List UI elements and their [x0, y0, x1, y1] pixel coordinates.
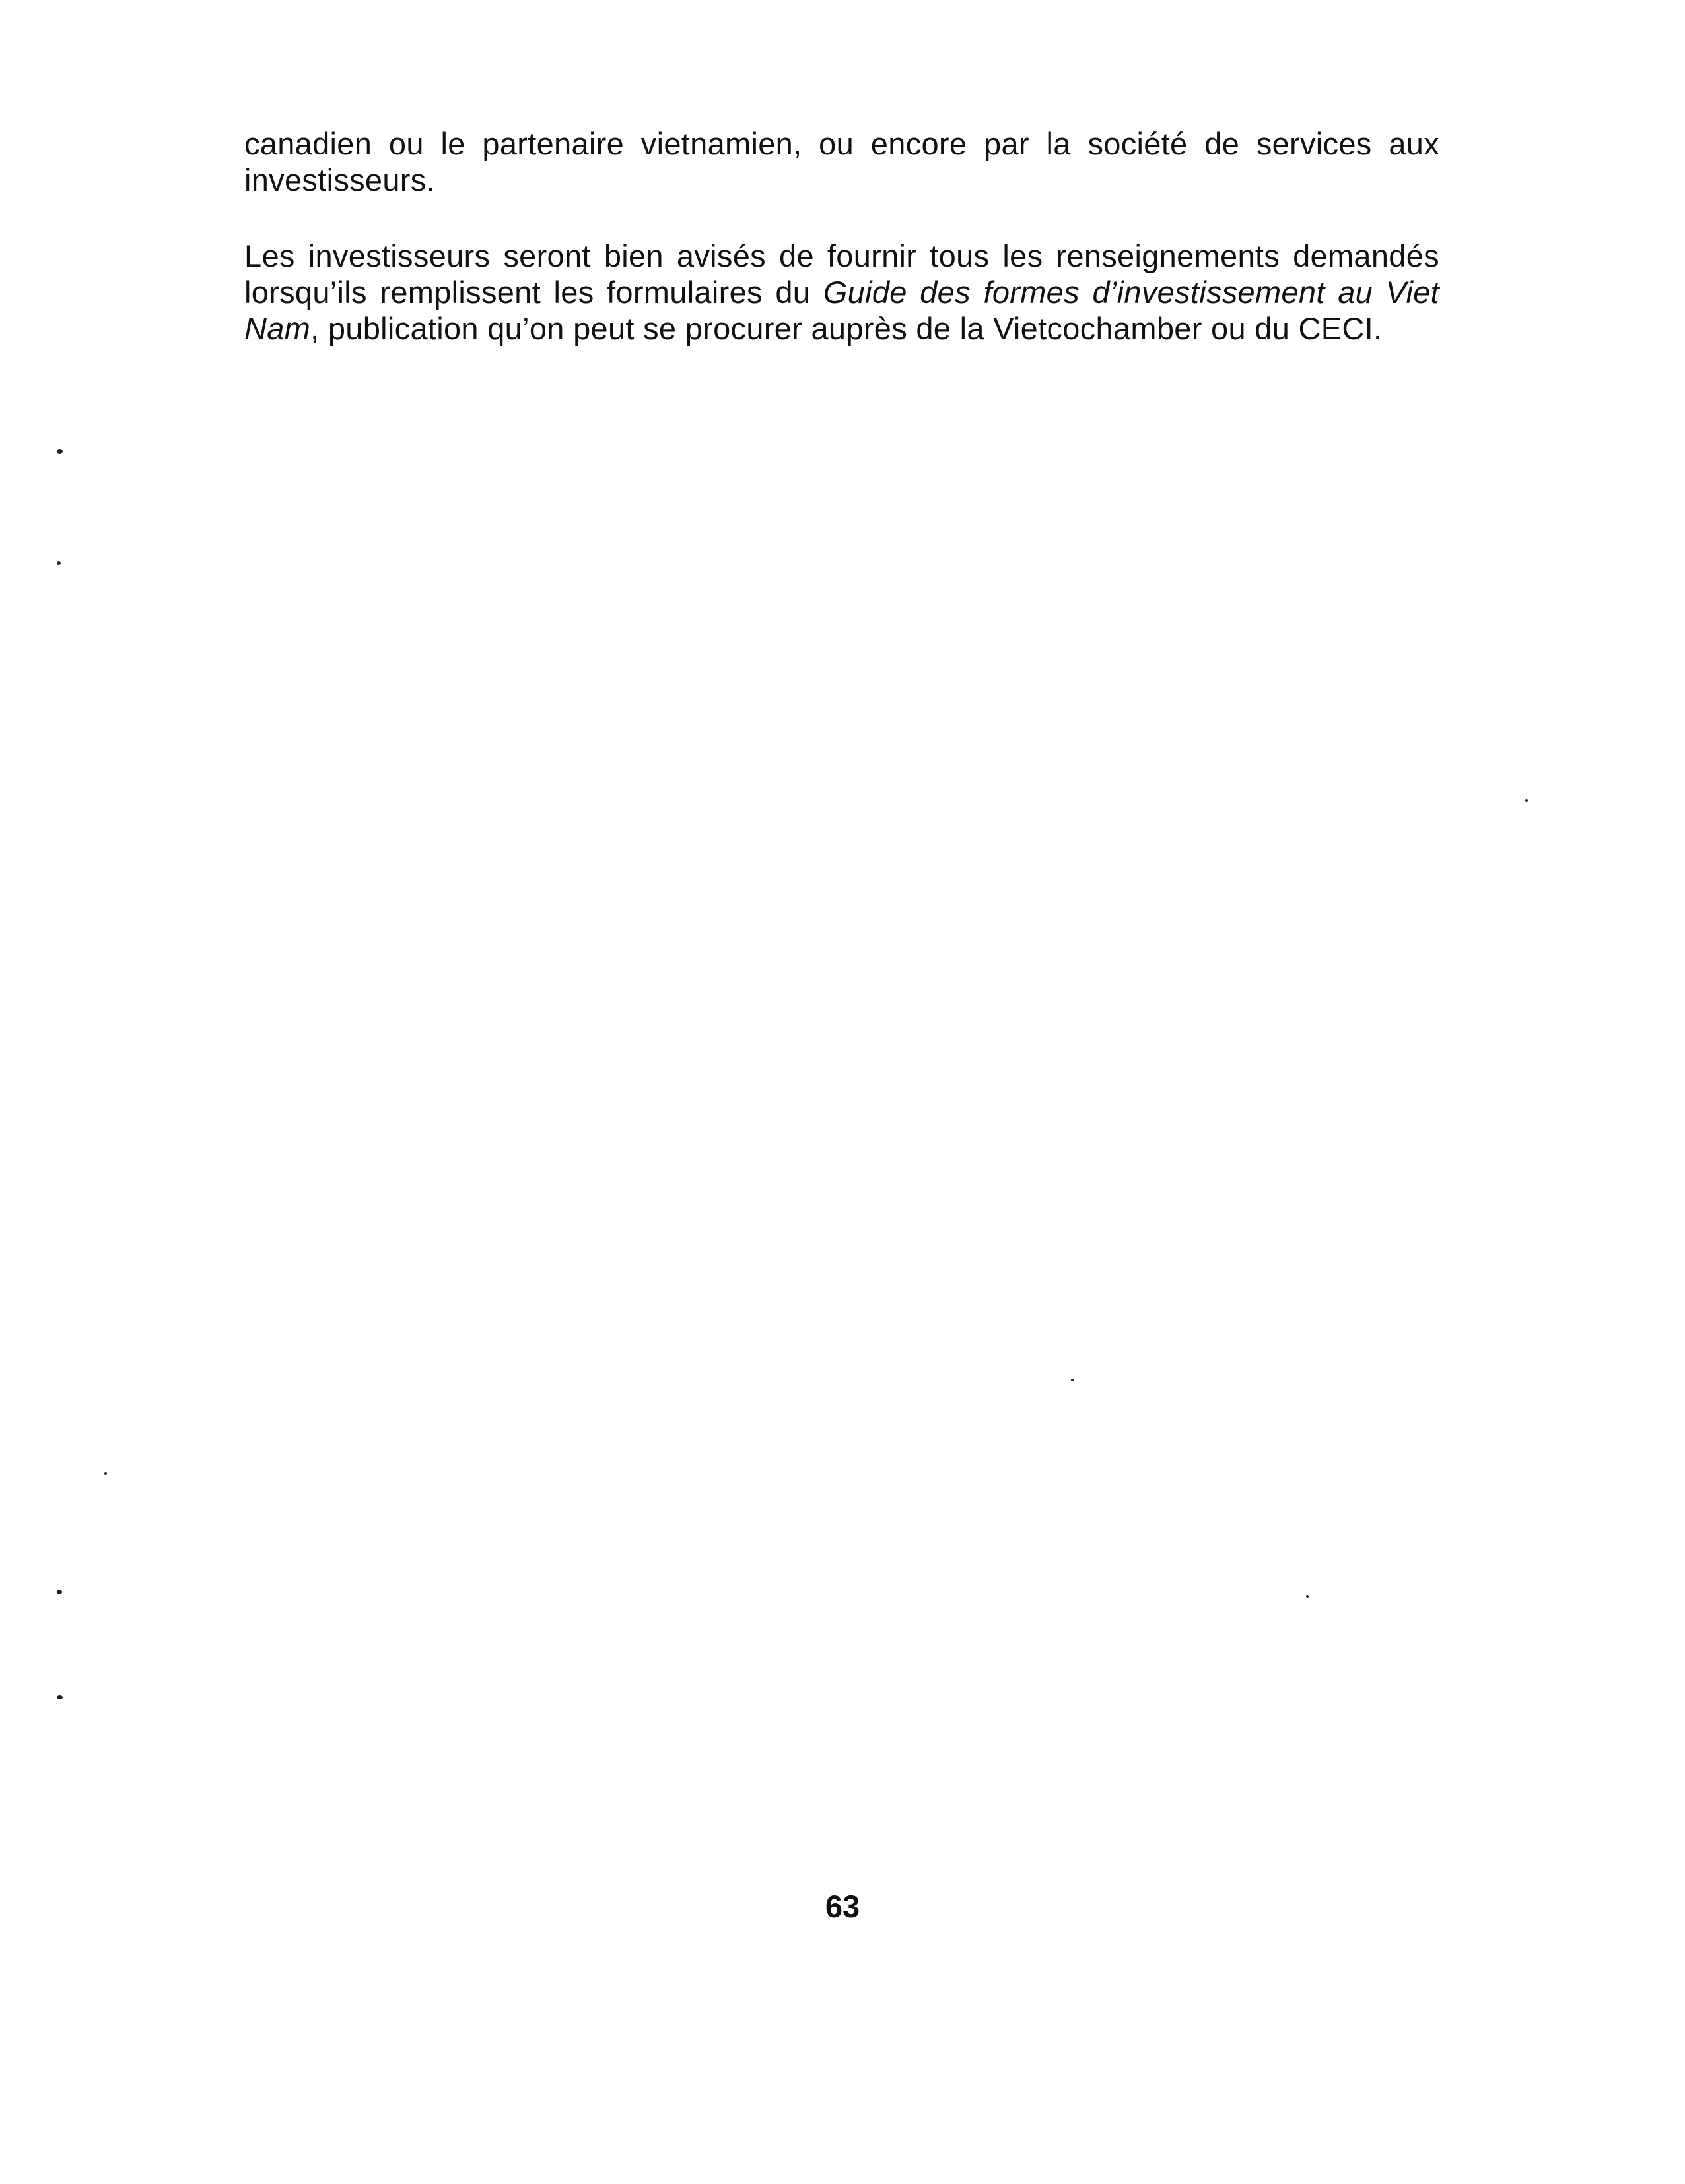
scan-speck	[1525, 799, 1528, 802]
scan-speck	[57, 1590, 62, 1594]
paragraph-text-lead: Les investisseurs seront bien avisés de fournir tous les renseignements demandés lorsqu’ils remplissent les formulaires du	[244, 238, 1439, 310]
paragraph-text-tail: , publication qu’on peut se procurer auprès de la Vietcochamber ou du CECI.	[310, 311, 1383, 346]
scan-speck	[57, 561, 61, 565]
page-number: 63	[825, 1889, 860, 1924]
scan-speck	[1071, 1379, 1074, 1381]
scan-speck	[104, 1472, 107, 1475]
scan-speck	[1306, 1595, 1309, 1598]
paragraph-continuation	[244, 125, 1439, 198]
paragraph-investor-advice	[244, 238, 1439, 347]
publication-title: Guide des formes d’investissement au Viet Nam	[244, 275, 1439, 346]
scan-speck	[57, 449, 63, 454]
paragraph-text: canadien ou le partenaire vietnamien, ou encore par la société de services aux investisseurs.	[244, 126, 1439, 197]
scan-speck	[57, 1695, 63, 1699]
